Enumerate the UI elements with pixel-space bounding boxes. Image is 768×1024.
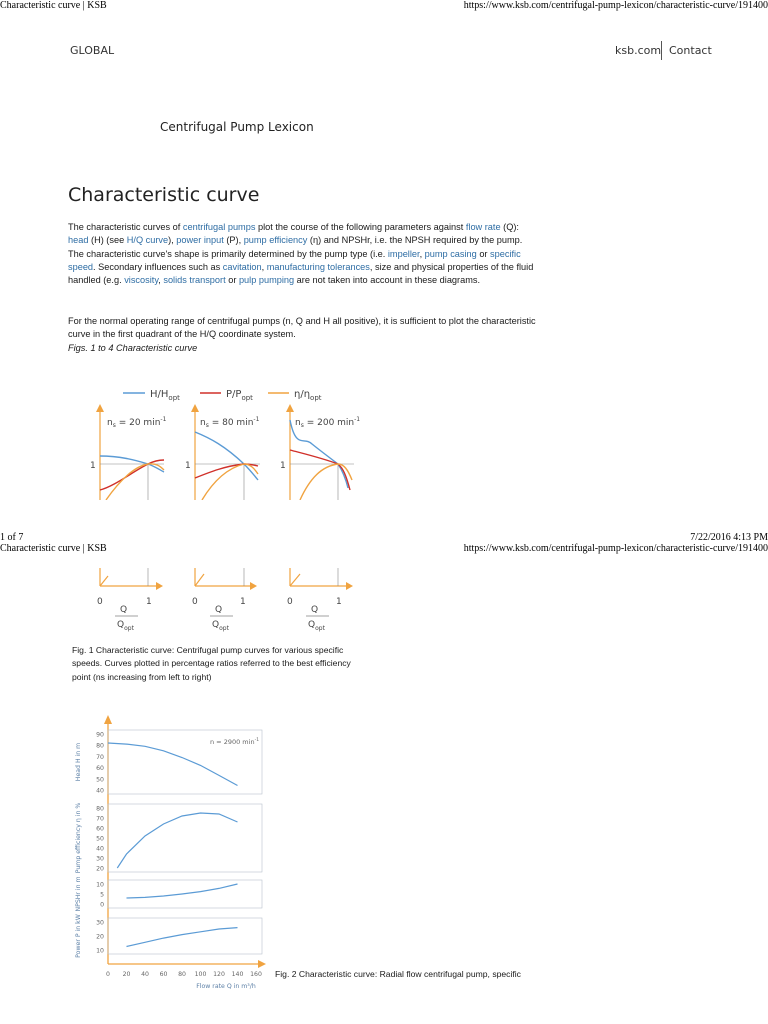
quadrant-paragraph bbox=[68, 315, 536, 355]
x-label-den-2: $Q_{opt}$ bbox=[212, 620, 229, 632]
link-manufacturing-tolerances[interactable]: manufacturing tolerances bbox=[266, 261, 370, 272]
y-tick-3: 1 bbox=[280, 461, 286, 471]
fig2-curve-4 bbox=[127, 928, 238, 947]
link-pump-efficiency[interactable]: pump efficiency bbox=[243, 235, 308, 246]
fig2-y-tick: 30 bbox=[96, 919, 104, 927]
fig2-curve-3 bbox=[127, 884, 238, 898]
fig2-panel-frame bbox=[108, 918, 262, 954]
fig1-panel-2 bbox=[185, 404, 260, 500]
fig1-upper bbox=[90, 380, 370, 500]
fig2-y-tick: 70 bbox=[96, 753, 104, 761]
head-curve-3 bbox=[290, 420, 348, 488]
print-header-url: https://www.ksb.com/centrifugal-pump-lexicon/characteristic-curve/191400 bbox=[463, 0, 768, 11]
x-tick-0-3: 0 bbox=[287, 597, 293, 607]
fig2-y-tick: 30 bbox=[96, 855, 104, 863]
fig2-y-tick: 80 bbox=[96, 805, 104, 813]
fig1-caption: Fig. 1 Characteristic curve: Centrifugal pump curves for various specific speeds. Curves plotted in percentage ratios referred to the best efficiency point (ns increasing from left to right) bbox=[72, 645, 351, 682]
fig2-x-tick: 120 bbox=[213, 971, 225, 978]
print-footer-date: 7/22/2016 4:13 PM bbox=[690, 532, 768, 543]
page-title: Characteristic curve bbox=[68, 184, 260, 206]
x-label-num-1: Q bbox=[120, 605, 128, 615]
fig2-y-tick: 20 bbox=[96, 865, 104, 873]
fig1-legend bbox=[123, 389, 322, 402]
fig2-x-tick: 20 bbox=[122, 971, 131, 978]
x-label-den-3: $Q_{opt}$ bbox=[308, 620, 325, 632]
fig2-y-label: Head H in m bbox=[75, 742, 82, 782]
link-pulp-pumping[interactable]: pulp pumping bbox=[238, 275, 295, 286]
fig2-caption: Fig. 2 Characteristic curve: Radial flow centrifugal pump, specific bbox=[275, 969, 521, 979]
fig2-y-tick: 10 bbox=[96, 947, 104, 955]
fig2-x-axis-arrow bbox=[258, 960, 266, 968]
print-header-title: Characteristic curve | KSB bbox=[0, 0, 107, 11]
fig2-curve-1 bbox=[108, 743, 238, 786]
fig2-y-tick: 40 bbox=[96, 845, 104, 853]
fig2-x-tick: 40 bbox=[141, 971, 149, 978]
fig2-y-tick: 20 bbox=[96, 933, 104, 941]
fig2-x-tick: 160 bbox=[250, 971, 262, 978]
ns-label-1: $n_s = 20$ $\min^{-1}$ bbox=[107, 416, 167, 429]
fig1-lower-panel-1 bbox=[97, 568, 163, 632]
fig2-chart bbox=[60, 712, 275, 1012]
link-head[interactable]: head bbox=[68, 235, 89, 246]
fig1-lower-panel-2 bbox=[192, 568, 257, 632]
svg-text:H/Hopt: $H/H_{opt}$ bbox=[150, 389, 180, 402]
svg-text:P/Popt: $P/P_{opt}$ bbox=[226, 389, 253, 402]
fig1-panel-3 bbox=[280, 404, 360, 500]
ns-label-3: $n_s = 200$ $\min^{-1}$ bbox=[295, 416, 361, 429]
print-header-url-2: https://www.ksb.com/centrifugal-pump-lexicon/characteristic-curve/191400 bbox=[463, 543, 768, 554]
x-tick-0-1: 0 bbox=[97, 597, 103, 607]
fig1-lower-panel-3 bbox=[287, 568, 353, 632]
print-header-title-2: Characteristic curve | KSB bbox=[0, 543, 107, 554]
fig2-x-tick: 140 bbox=[231, 971, 244, 978]
y-tick-1: 1 bbox=[90, 461, 96, 471]
legend-efficiency bbox=[268, 389, 322, 402]
link-cavitation[interactable]: cavitation bbox=[222, 261, 262, 272]
fig2-y-tick: 60 bbox=[96, 765, 104, 773]
link-h-q-curve[interactable]: H/Q curve bbox=[126, 235, 169, 246]
ns-label-2: $n_s = 80$ $\min^{-1}$ bbox=[200, 416, 260, 429]
link-specific-speed[interactable]: specific speed bbox=[68, 248, 521, 272]
fig2-y-tick: 90 bbox=[96, 731, 104, 739]
x-tick-1-2: 1 bbox=[240, 597, 246, 607]
link-impeller[interactable]: impeller bbox=[387, 248, 420, 259]
figs-label: Figs. 1 to 4 Characteristic curve bbox=[68, 342, 198, 353]
efficiency-curve-3 bbox=[300, 464, 352, 500]
fig2-y-tick: 10 bbox=[96, 881, 104, 889]
fig2-y-label: NPSHr in m bbox=[75, 876, 82, 912]
x-tick-1-1: 1 bbox=[146, 597, 152, 607]
power-curve-2 bbox=[195, 464, 258, 478]
fig2-y-tick: 60 bbox=[96, 825, 104, 833]
fig2-y-tick: 0 bbox=[100, 901, 104, 909]
section-title[interactable]: Centrifugal Pump Lexicon bbox=[160, 120, 314, 134]
fig2-x-tick: 100 bbox=[194, 971, 207, 978]
fig2-x-tick: 0 bbox=[106, 971, 110, 978]
quadrant-text: For the normal operating range of centrifugal pumps (n, Q and H all positive), it is sufficient to plot the characteristic curve in the first quadrant of the H/Q coordinate system. bbox=[68, 316, 536, 340]
y-tick-2: 1 bbox=[185, 461, 191, 471]
nav-global-link[interactable]: GLOBAL bbox=[70, 44, 115, 57]
fig2-x-tick: 80 bbox=[178, 971, 186, 978]
link-flow-rate[interactable]: flow rate bbox=[465, 222, 501, 232]
efficiency-curve-1 bbox=[106, 464, 164, 500]
x-label-num-2: Q bbox=[215, 605, 223, 615]
nav-separator bbox=[661, 41, 662, 60]
fig2-y-label: Power P in kW bbox=[75, 914, 82, 958]
nav-ksb-link[interactable]: ksb.com bbox=[615, 44, 662, 57]
fig2-y-tick: 5 bbox=[100, 891, 104, 899]
link-viscosity[interactable]: viscosity bbox=[124, 275, 159, 286]
intro-paragraph: The characteristic curves of centrifugal pumps plot the course of the following parameters against flow rate (Q): head (H) (see H/Q curve), power input (P), pump efficiency (η) and NPSHr, i.e. the NPSH required by the pump. The characteristic curve's shape is primarily determined by the pump type (i.e. impeller, pump casing or specific speed. Secondary influences such as cavitation, manufacturing tolerances, size and physical properties of the fluid handled (e.g. viscosity, solids transport or pulp pumping are not taken into account in these diagrams. bbox=[68, 222, 534, 286]
fig2-x-tick: 60 bbox=[159, 971, 168, 978]
fig2-speed-label: n = 2900 $\min^{-1}$ bbox=[210, 738, 260, 746]
link-centrifugal-pumps[interactable]: centrifugal pumps bbox=[182, 222, 256, 232]
fig2-y-tick: 40 bbox=[96, 787, 104, 795]
print-footer-page: 1 of 7 bbox=[0, 532, 24, 543]
x-tick-0-2: 0 bbox=[192, 597, 198, 607]
fig1-lower bbox=[90, 568, 370, 640]
link-power-input[interactable]: power input bbox=[176, 235, 224, 246]
fig2-y-label: Pump efficiency η in % bbox=[75, 802, 82, 874]
fig2-panel-frame bbox=[108, 804, 262, 872]
fig2-y-tick: 50 bbox=[96, 835, 104, 843]
fig1-panel-1 bbox=[90, 404, 167, 500]
legend-head bbox=[123, 389, 180, 402]
fig2-curve-2 bbox=[117, 813, 237, 868]
x-label-num-3: Q bbox=[311, 605, 319, 615]
svg-text:η/ηopt: $\eta/\eta_{opt}$ bbox=[294, 389, 322, 402]
nav-contact-link[interactable]: Contact bbox=[669, 44, 712, 57]
legend-power bbox=[200, 389, 253, 402]
fig2-x-label: Flow rate Q in m³/h bbox=[196, 983, 256, 990]
fig2-y-tick: 80 bbox=[96, 742, 104, 750]
fig2-y-axis-arrow bbox=[104, 715, 112, 724]
x-tick-1-3: 1 bbox=[336, 597, 342, 607]
link-pump-casing[interactable]: pump casing bbox=[424, 248, 477, 259]
fig2-y-tick: 70 bbox=[96, 815, 104, 823]
fig2-y-tick: 50 bbox=[96, 776, 104, 784]
x-label-den-1: $Q_{opt}$ bbox=[117, 620, 134, 632]
link-solids-transport[interactable]: solids transport bbox=[163, 275, 226, 286]
